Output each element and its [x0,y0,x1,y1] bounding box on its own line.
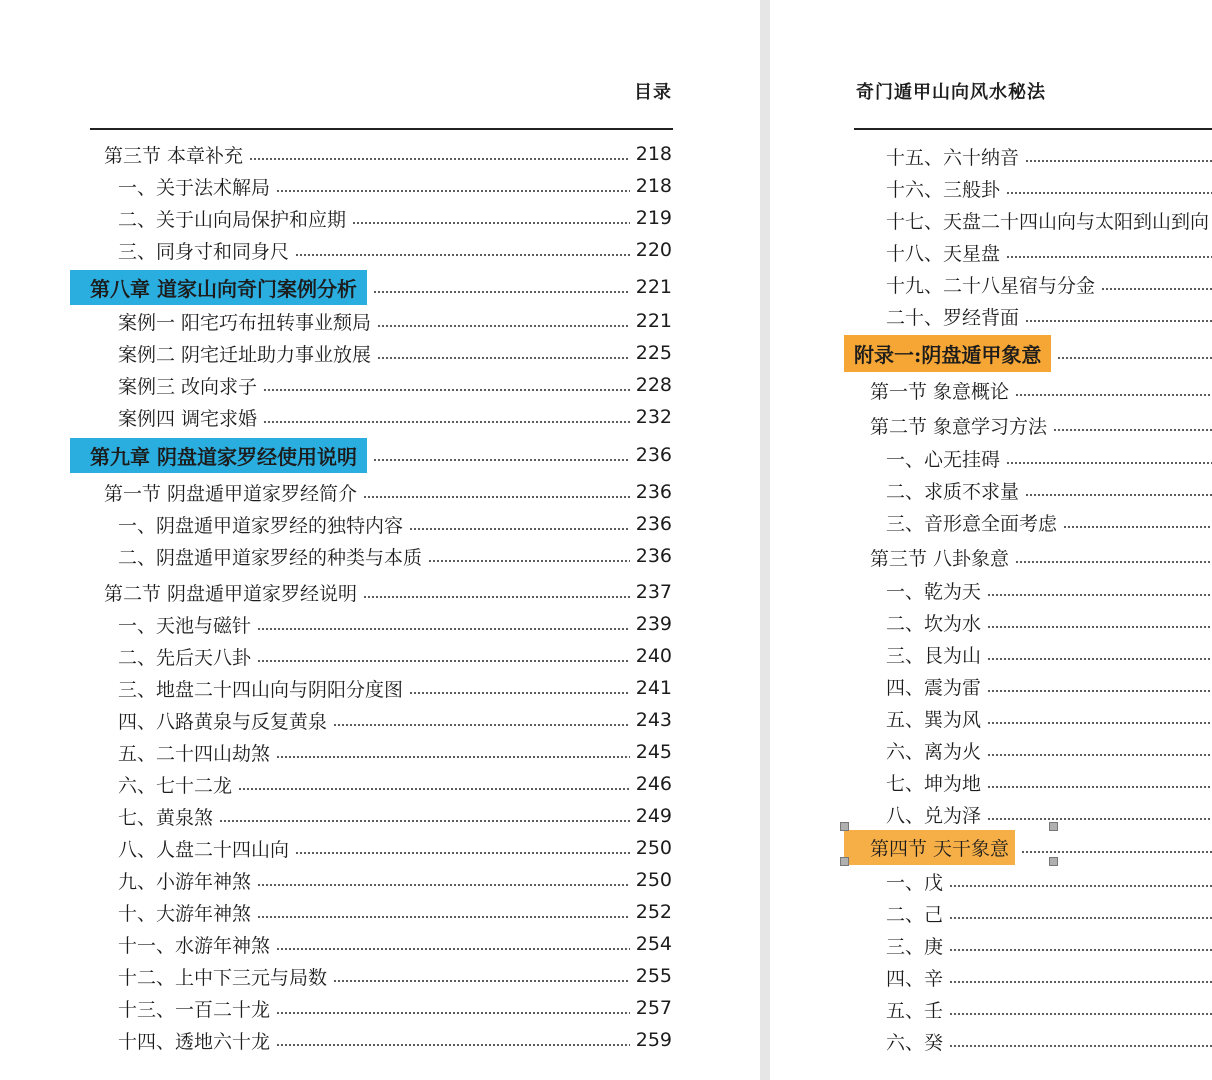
toc-entry-label: 一、戊 [886,871,944,894]
toc-entry-label: 二、阴盘遁甲道家罗经的种类与本质 [118,546,423,569]
toc-page-number: 254 [635,933,672,955]
toc-entry-label: 六、癸 [886,1031,944,1054]
toc-entry-label: 二、己 [886,903,944,926]
toc-entry-label: 第一节 阴盘遁甲道家罗经简介 [104,482,358,505]
toc-entry-label: 四、震为雷 [886,676,982,699]
toc-entry[interactable] [104,477,672,507]
dot-leader [949,949,1212,951]
dot-leader [263,421,630,423]
dot-leader [987,626,1212,628]
toc-entry-label: 第一节 象意概论 [870,380,1010,403]
toc-entry[interactable] [870,375,1212,405]
toc-page-number: 249 [635,805,672,827]
toc-entry[interactable] [886,671,1212,701]
toc-page-number: 257 [635,997,672,1019]
toc-entry[interactable] [870,542,1212,572]
toc-entry[interactable] [886,475,1212,505]
toc-page-number: 246 [635,773,672,795]
toc-entry[interactable] [90,440,672,470]
toc-entry-label: 六、离为火 [886,740,982,763]
toc-entry-label: 三、音形意全面考虑 [886,512,1058,535]
toc-entry[interactable] [118,402,672,432]
toc-entry[interactable] [118,673,672,703]
toc-entry[interactable] [118,929,672,959]
dot-leader [428,560,630,562]
right-page [770,0,1212,1080]
toc-entry[interactable] [118,609,672,639]
toc-entry[interactable] [886,173,1212,203]
dot-leader [987,594,1212,596]
header-rule [90,128,673,130]
toc-entry[interactable] [118,961,672,991]
dot-leader [949,981,1212,983]
toc-entry[interactable] [886,962,1212,992]
toc-entry-label: 三、地盘二十四山向与阴阳分度图 [118,678,404,701]
toc-page-number: 218 [635,143,672,165]
toc-entry[interactable] [886,1026,1212,1056]
toc-entry-label: 十九、二十八星宿与分金 [886,274,1096,297]
dot-leader [987,722,1212,724]
toc-page-number: 243 [635,709,672,731]
toc-entry[interactable] [886,898,1212,928]
toc-entry-label: 十一、水游年神煞 [118,934,271,957]
dot-leader [949,917,1212,919]
toc-entry-label: 案例一 阳宅巧布扭转事业颓局 [118,311,372,334]
toc-page-number: 255 [635,965,672,987]
toc-entry[interactable] [118,705,672,735]
toc-page-number: 237 [635,581,672,603]
dot-leader [276,1012,630,1014]
toc-entry[interactable] [118,801,672,831]
toc-entry[interactable] [118,1025,672,1055]
toc-entry-label: 一、天池与磁针 [118,614,252,637]
dot-leader [333,980,630,982]
toc-entry-label: 五、巽为风 [886,708,982,731]
toc-page-number: 240 [635,645,672,667]
toc-entry[interactable] [886,607,1212,637]
dot-leader [373,459,630,461]
toc-entry[interactable] [886,507,1212,537]
toc-entry[interactable] [118,993,672,1023]
page-header-title: 目录 [634,82,672,103]
toc-entry-label: 三、艮为山 [886,644,982,667]
toc-entry[interactable] [118,203,672,233]
toc-entry-label: 十、大游年神煞 [118,902,252,925]
dot-leader [987,658,1212,660]
book-title-header: 奇门遁甲山向风水秘法 [856,82,1046,103]
toc-page-number: 241 [635,677,672,699]
toc-page-number: 232 [635,406,672,428]
toc-entry[interactable] [90,272,672,302]
toc-page-number: 245 [635,741,672,763]
toc-entry[interactable] [886,735,1212,765]
toc-entry[interactable] [886,703,1212,733]
dot-leader [276,756,630,758]
toc-entry-label: 六、七十二龙 [118,774,233,797]
toc-entry-label: 二、坎为水 [886,612,982,635]
toc-entry-label: 十六、三般卦 [886,178,1001,201]
toc-page-number: 219 [635,207,672,229]
toc-entry[interactable] [886,930,1212,960]
toc-entry[interactable] [886,237,1212,267]
toc-entry[interactable] [886,639,1212,669]
dot-leader [409,528,630,530]
toc-entry[interactable] [886,575,1212,605]
header-rule [854,128,1212,130]
toc-entry[interactable] [886,269,1212,299]
selected-section-label: 第四节 天干象意 [844,830,1015,865]
dot-leader [1006,192,1212,194]
toc-entry[interactable] [118,338,672,368]
dot-leader [276,1044,630,1046]
dot-leader [409,692,630,694]
toc-entry-label: 二、关于山向局保护和应期 [118,208,347,231]
toc-entry-label: 第二节 阴盘遁甲道家罗经说明 [104,582,358,605]
dot-leader [257,628,630,630]
toc-entry-label: 二十、罗经背面 [886,306,1020,329]
dot-leader [987,786,1212,788]
selection-handle[interactable] [1049,822,1058,831]
dot-leader [295,852,630,854]
toc-page-number: 239 [635,613,672,635]
toc-entry[interactable] [118,833,672,863]
toc-page-number: 221 [635,310,672,332]
toc-entry-label: 十七、天盘二十四山向与太阳到山到向 [886,210,1210,233]
toc-entry-label: 四、八路黄泉与反复黄泉 [118,710,328,733]
toc-entry-label: 二、先后天八卦 [118,646,252,669]
dot-leader [1015,561,1212,563]
dot-leader [1015,394,1212,396]
toc-entry-label: 三、庚 [886,935,944,958]
dot-leader [257,660,630,662]
dot-leader [276,190,630,192]
toc-entry-label: 三、同身寸和同身尺 [118,240,290,263]
toc-entry[interactable] [886,141,1212,171]
dot-leader [1006,462,1212,464]
toc-entry[interactable] [118,541,672,571]
toc-entry[interactable] [118,171,672,201]
toc-entry-label: 第二节 象意学习方法 [870,415,1048,438]
toc-entry[interactable] [886,866,1212,896]
toc-entry-label: 五、二十四山劫煞 [118,742,271,765]
toc-entry-label: 十五、六十纳音 [886,146,1020,169]
dot-leader [1025,160,1212,162]
dot-leader [949,1013,1212,1015]
dot-leader [263,389,630,391]
dot-leader [333,724,630,726]
toc-entry-label: 第三节 本章补充 [104,144,244,167]
dot-leader [949,1045,1212,1047]
dot-leader [1006,256,1212,258]
toc-entry-label: 案例四 调宅求婚 [118,407,258,430]
selection-handle[interactable] [1049,857,1058,866]
toc-entry-label: 五、壬 [886,999,944,1022]
toc-entry-label: 八、兑为泽 [886,804,982,827]
toc-entry[interactable] [118,769,672,799]
dot-leader [1025,320,1212,322]
toc-entry-label: 第三节 八卦象意 [870,547,1010,570]
dot-leader [377,325,630,327]
dot-leader [219,820,630,822]
dot-leader [1101,288,1212,290]
toc-entry-label: 十二、上中下三元与局数 [118,966,328,989]
toc-entry[interactable] [870,410,1212,440]
toc-entry-label: 七、坤为地 [886,772,982,795]
dot-leader [238,788,630,790]
toc-entry-label: 案例三 改向求子 [118,375,258,398]
toc-page-number: 225 [635,342,672,364]
toc-entry[interactable] [104,139,672,169]
dot-leader [363,596,630,598]
toc-page-number: 250 [635,869,672,891]
toc-entry-label: 八、人盘二十四山向 [118,838,290,861]
toc-entry[interactable] [118,509,672,539]
toc-page-number: 236 [635,481,672,503]
selection-handle[interactable] [840,857,849,866]
toc-entry-label: 十三、一百二十龙 [118,998,271,1021]
toc-page-number: 252 [635,901,672,923]
toc-entry[interactable] [118,370,672,400]
toc-page-number: 228 [635,374,672,396]
toc-entry-label: 二、求质不求量 [886,480,1020,503]
toc-entry[interactable] [886,301,1212,331]
toc-page-number: 220 [635,239,672,261]
toc-page-number: 250 [635,837,672,859]
toc-entry-label: 四、辛 [886,967,944,990]
toc-entry[interactable] [886,767,1212,797]
toc-entry[interactable] [118,235,672,265]
toc-page-number: 259 [635,1029,672,1051]
toc-entry-label: 七、黄泉煞 [118,806,214,829]
dot-leader [276,948,630,950]
dot-leader [987,754,1212,756]
dot-leader [295,254,630,256]
toc-page-number: 236 [635,513,672,535]
toc-entry[interactable] [886,205,1212,235]
toc-entry-label: 案例二 阴宅迁址助力事业放展 [118,343,372,366]
dot-leader [377,357,630,359]
dot-leader [363,496,630,498]
toc-entry[interactable] [854,338,1212,368]
highlighted-appendix-label: 附录一:阴盘遁甲象意 [844,335,1051,372]
dot-leader [257,916,630,918]
toc-entry[interactable] [118,641,672,671]
toc-entry-label: 九、小游年神煞 [118,870,252,893]
toc-entry[interactable] [886,994,1212,1024]
toc-entry-label: 一、关于法术解局 [118,176,271,199]
toc-entry[interactable] [886,443,1212,473]
toc-entry[interactable] [118,897,672,927]
toc-entry-label: 一、心无挂碍 [886,448,1001,471]
toc-entry[interactable] [118,306,672,336]
dot-leader [987,690,1212,692]
toc-entry-label: 一、乾为天 [886,580,982,603]
dot-leader [1057,357,1212,359]
toc-entry[interactable] [104,577,672,607]
toc-entry-label: 一、阴盘遁甲道家罗经的独特内容 [118,514,404,537]
toc-entry-label: 十四、透地六十龙 [118,1030,271,1053]
dot-leader [373,291,630,293]
highlighted-chapter-label: 第九章 阴盘道家罗经使用说明 [70,438,367,473]
dot-leader [249,158,630,160]
highlighted-chapter-label: 第八章 道家山向奇门案例分析 [70,270,367,305]
dot-leader [1025,494,1212,496]
dot-leader [987,818,1212,820]
toc-page-number: 236 [635,545,672,567]
toc-page-number: 221 [635,276,672,298]
toc-entry-label: 十八、天星盘 [886,242,1001,265]
dot-leader [1053,429,1212,431]
dot-leader [1021,851,1212,853]
toc-page-number: 236 [635,444,672,466]
dot-leader [949,885,1212,887]
dot-leader [1063,526,1212,528]
toc-entry[interactable] [118,737,672,767]
dot-leader [257,884,630,886]
toc-page-number: 218 [635,175,672,197]
selection-handle[interactable] [840,822,849,831]
toc-entry[interactable] [870,832,1212,862]
dot-leader [352,222,630,224]
toc-entry[interactable] [118,865,672,895]
